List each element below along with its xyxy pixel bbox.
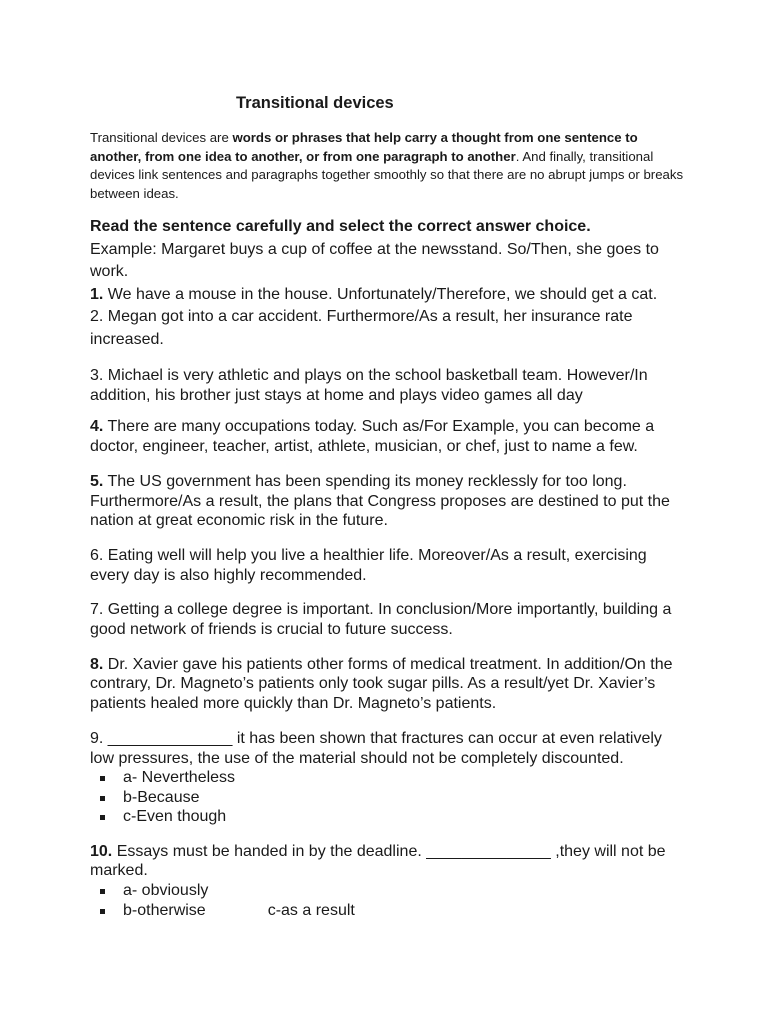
question-2 [90,306,690,351]
question-number: 4. [90,418,104,436]
option-c: c-Even though [98,807,690,827]
question-number: 7. [90,601,104,619]
question-text: Getting a college degree is important. In conclusion/More importantly, building a good network of friends is crucial to future success. [90,601,672,639]
question-4 [90,417,690,456]
question-3 [90,366,690,405]
question-number: 5. [90,472,104,490]
question-6 [90,546,690,585]
question-text: There are many occupations today. Such as/For Example, you can become a doctor, engineer, teacher, artist, athlete, musician, or chef, just to name a few. [90,418,655,456]
question-9 [90,729,690,768]
question-number: 6. [90,546,104,564]
question-8 [90,655,690,714]
question-text: Michael is very athletic and plays on the school basketball team. However/In addition, his brother just stays at home and plays video games all day [90,367,648,404]
intro-paragraph [90,129,690,204]
question-10 [90,842,690,881]
question-number: 8. [90,655,104,673]
intro-bold-definition: words or phrases that help carry a thought from one sentence to another, from one idea to another, or from one paragraph to another [90,130,638,164]
option-c: c-as a result [267,901,355,919]
question-10-options [90,881,690,920]
question-1 [90,284,690,307]
question-number: 10. [90,842,113,860]
question-text: Megan got into a car accident. Furthermore/As a result, her insurance rate increased. [90,308,633,348]
question-9-options [90,768,690,827]
option-b-text: b-otherwise [123,901,206,919]
intro-text-continued: . And finally, transitional devices link sentences and paragraphs together smoothly so that there are no abrupt jumps or breaks between ideas. [90,148,684,202]
question-number: 9. [90,729,104,747]
option-b [98,901,690,921]
instruction: Read the sentence carefully and select the correct answer choice. [90,218,591,235]
intro-text: Transitional devices are [90,130,233,145]
example-sentence: Example: Margaret buys a cup of coffee at the newsstand. So/Then, she goes to work. [90,240,659,280]
question-5 [90,472,690,531]
question-7 [90,600,690,639]
option-a: a- Nevertheless [98,768,690,788]
page-title: Transitional devices [236,94,394,112]
exercise-section [90,216,690,920]
question-text: Dr. Xavier gave his patients other forms of medical treatment. In addition/On the contrary, Dr. Magneto’s patients only took sugar pills. As a result/yet Dr. Xavier’s patients healed more quickly than Dr. Magneto’s patients. [90,655,673,713]
question-text: The US government has been spending its money recklessly for too long. Furthermore/As a result, the plans that Congress proposes are destined to put the nation at great economic risk in the future. [90,472,670,530]
question-text: Essays must be handed in by the deadline. ______________ ,they will not be marked. [90,842,666,880]
question-number: 3. [90,367,104,384]
question-text: Eating well will help you live a healthier life. Moreover/As a result, exercising every day is also highly recommended. [90,546,647,584]
option-b: b-Because [98,788,690,808]
option-a: a- obviously [98,881,690,901]
question-text: ______________ it has been shown that fractures can occur at even relatively low pressures, the use of the material should not be completely discounted. [90,729,662,767]
question-number: 2. [90,308,104,325]
question-number: 1. [90,285,104,303]
question-text: We have a mouse in the house. Unfortunately/Therefore, we should get a cat. [103,285,658,303]
